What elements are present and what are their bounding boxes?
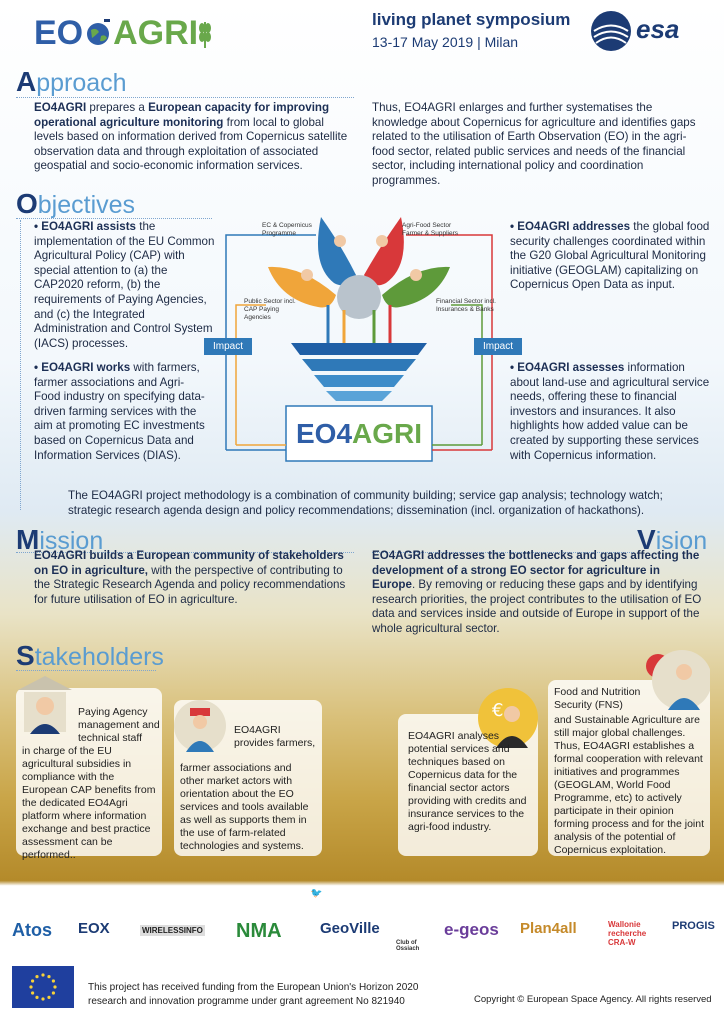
partner-cra-w: Wallonie recherche CRA-W	[608, 920, 647, 947]
impact-label-right: Impact	[474, 338, 522, 355]
funnel-layer-4	[326, 391, 392, 401]
vision-text: EO4AGRI addresses the bottlenecks and gaps affecting the development of a strong EO sector for agriculture in Europe. By removing or reducing these gaps and by identifying research priorities, the project contributes to the utilisation of EO data and services inside and outside of Europe in support of the whole agricultural sector.	[372, 549, 702, 635]
globe-satellite-icon	[83, 18, 113, 48]
impact-label-left: Impact	[204, 338, 252, 355]
symposium-date: 13-17 May 2019 | Milan	[372, 34, 519, 50]
funnel-layer-1	[291, 343, 427, 355]
funnel-layer-3	[314, 375, 404, 387]
partner-progis: PROGIS	[672, 920, 715, 932]
partner-wirelessinfo: WIRELESSINFO	[142, 926, 203, 935]
stakeholders-heading: Stakeholders	[16, 640, 164, 671]
impact-arrow-left-orange	[236, 305, 266, 445]
card3-body-text: EO4AGRI analyses potential services and techniques based on Copernicus data for the financial sector actors providing with credits and insurance services to the agri-food industry.	[408, 730, 527, 833]
objective-works: • EO4AGRI works with farmers, farmer associations and Agri-Food industry on specifying data-driven farming services with the aim at promoting EC investments based on Copernicus Data and Information Services (DIAS).	[34, 361, 205, 462]
symposium-title: living planet symposium	[372, 10, 571, 29]
diagram-logo: EO4AGRI	[296, 418, 423, 449]
petal-agri	[364, 217, 404, 285]
stakeholders-divider	[16, 670, 156, 671]
petal-ec	[318, 217, 356, 285]
person-farmer-icon	[376, 235, 388, 247]
email-link[interactable]: miguel.esbri@atos.net	[16, 899, 118, 910]
farmer-icon	[172, 698, 228, 754]
esa-logo-text: esa	[636, 14, 680, 44]
objectives-vertical-rule	[20, 220, 21, 510]
partner-plan4all: Plan4all	[520, 920, 577, 937]
approach-divider	[16, 97, 354, 98]
logo-eo: EO	[34, 14, 84, 52]
objectives-heading: Objectives	[16, 188, 136, 219]
diagram-label-financial: Financial Sector incl. Insurances & Banks	[436, 298, 496, 313]
paying-agency-icon	[14, 672, 76, 738]
copyright-text: Copyright © European Space Agency. All rights reserved	[474, 994, 712, 1005]
funnel-layer-2	[302, 359, 416, 371]
partner-eox: EOX	[78, 920, 110, 937]
objective-assesses: • EO4AGRI assesses information about land-use and agricultural service needs, offering these to financial investors and insurances. It also highlights how added value can be created by supporting these services with Copernicus information.	[510, 361, 710, 462]
website-link[interactable]: www.eo4agri.eu	[218, 888, 291, 899]
person-ec-icon	[334, 235, 346, 247]
approach-heading: Approach	[16, 66, 127, 97]
methodology-text: The EO4AGRI project methodology is a combination of community building; service gap analysis; technology watch; strategic research agenda design and policy recommendations; dissemination (incl. organization of hackathons).	[68, 489, 663, 517]
vision-heading: Vision	[637, 524, 708, 555]
mission-heading: Mission	[16, 524, 104, 555]
diagram-label-agri: Agri-Food Sector Farmer & Suppliers	[402, 222, 458, 237]
wheat-icon	[198, 18, 212, 48]
card1-top-text: Paying Agency management and technical staff	[78, 706, 160, 744]
impact-arrow-right-green	[451, 305, 482, 445]
partner-geoville: GeoVille	[320, 920, 380, 937]
mail-icon: ✉	[397, 888, 406, 899]
partner-egeos: e-geos	[444, 920, 499, 939]
esa-emblem-icon	[590, 10, 632, 52]
eo4agri-logo	[34, 14, 212, 53]
person-public-icon	[301, 269, 313, 281]
diagram-label-public: Public Sector incl. CAP Paying Agencies	[244, 298, 296, 321]
approach-left-text: EO4AGRI prepares a European capacity for improving operational agriculture monitoring from local to global levels based on information derived from Copernicus satellite observation data and through exploitation of associated geospatial and socio-economic information services.	[34, 101, 348, 173]
card4-body-text: and Sustainable Agriculture are still major global challenges. Thus, EO4AGRI establishes a formal cooperation with relevant initiatives and programmes (GEOGLAM, World Food Programme, etc) to actively participate in their opinion forming process and for the joint analysis of the potential of Copernicus exploitation.	[554, 714, 704, 856]
objective-assists: • EO4AGRI assists the implementation of the EU Common Agricultural Policy (CAP) with special attention to (a) the CAP2020 reform, (b) the requirements of Paying Agencies, and (c) the Integrated Administration and Control System (IACS) processes.	[34, 220, 215, 350]
twitter-icon: 🐦	[310, 888, 323, 899]
partner-club-ossiach: Club of Ossiach	[396, 940, 420, 952]
funding-text: This project has received funding from the European Union's Horizon 2020 research and innovation programme under grant agreement No 821940	[88, 982, 419, 1007]
diagram-label-ec: EC & Copernicus Programme	[262, 222, 312, 237]
objectives-divider	[16, 218, 212, 219]
person-financial-icon	[410, 269, 422, 281]
svg-text:€: €	[492, 700, 504, 721]
footer-contact-line: Take action today - Connect with EO4AGRI: www.eo4agri.eu | 🐦 @EO4AGRI | ✉ Miguel Ángel Esbri - EO4AGRI Project Coordinator - miguel.esbri@atos.net	[16, 888, 643, 910]
card2-body-text: farmer associations and other market actors with orientation about the EO services and tools available as well as supports them in the use of farm-related technologies and systems.	[180, 762, 309, 852]
mission-text: EO4AGRI builds a European community of stakeholders on EO in agriculture, with the perspective of contributing to the Strategic Research Agenda and policy recommendations for future utilisation of EO in agriculture.	[34, 549, 346, 606]
partner-atos: Atos	[12, 920, 52, 940]
partner-nma: NMA	[236, 920, 282, 942]
eu-flag-icon	[12, 966, 74, 1008]
food-security-icon	[644, 646, 710, 716]
card1-body-text: in charge of the EU agricultural subsidies in compliance with the European CAP benefits from the dedicated EO4Agri platform where information exchange and best practice assessment can be performed..	[22, 745, 156, 861]
card2-top-text: EO4AGRI provides farmers,	[234, 724, 316, 749]
twitter-handle[interactable]: @EO4AGRI	[325, 888, 378, 899]
card4-top-text: Food and Nutrition Security (FNS)	[554, 686, 641, 711]
approach-right-text: Thus, EO4AGRI enlarges and further systematises the knowledge about Copernicus for agriculture and identifies gaps related to the utilisation of Earth Observation (EO) in the agri-food sector, related public services and needs of the financial sector, including international policy and coordination programmes.	[372, 101, 696, 187]
logo-agri: AGRI	[113, 14, 199, 52]
objective-addresses: • EO4AGRI addresses the global food security challenges coordinated within the G20 Global Agricultural Monitoring initiative (GEOGLAM) capitalizing on Copernicus Open Data as input.	[510, 220, 710, 292]
